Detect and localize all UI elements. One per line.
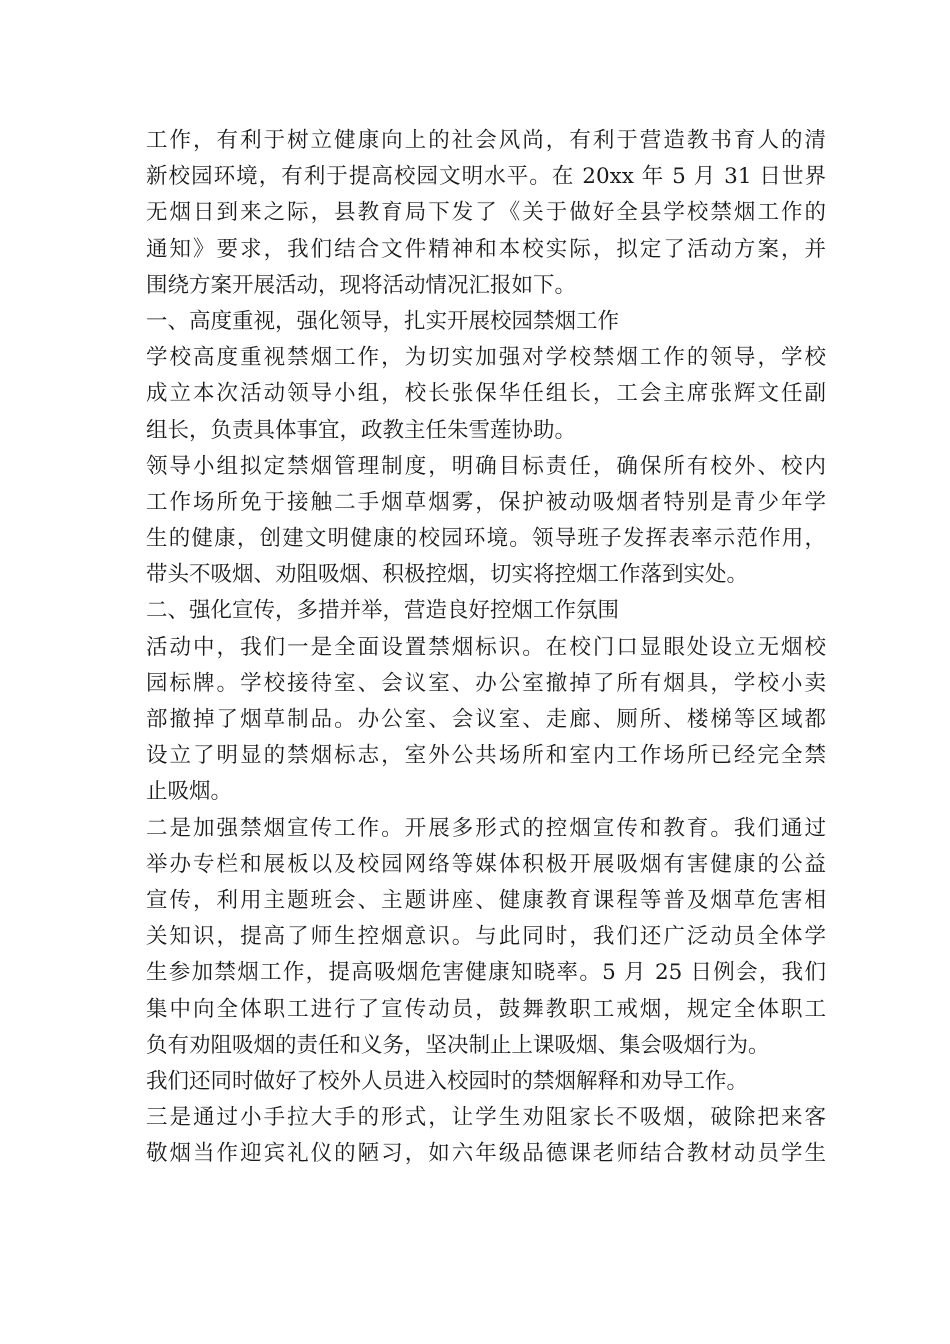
text-line: 设立了明显的禁烟标志，室外公共场所和室内工作场所已经完全禁 bbox=[146, 743, 826, 769]
text-line: 工作场所免于接触二手烟草烟雾，保护被动吸烟者特别是青少年学 bbox=[146, 489, 826, 515]
text-line: 工作，有利于树立健康向上的社会风尚，有利于营造教书育人的清 bbox=[146, 128, 826, 153]
document-body bbox=[146, 123, 826, 1172]
text-line: 敬烟当作迎宾礼仪的陋习，如六年级品德课老师结合教材动员学生 bbox=[146, 1141, 826, 1167]
text-line: 围绕方案开展活动，现将活动情况汇报如下。 bbox=[146, 272, 577, 298]
text-line: 组长，负责具体事宜，政教主任朱雪莲协助。 bbox=[146, 417, 577, 443]
text-line: 带头不吸烟、劝阻吸烟、积极控烟，切实将控烟工作落到实处。 bbox=[146, 562, 749, 588]
text-line: 成立本次活动领导小组，校长张保华任组长，工会主席张辉文任副 bbox=[146, 381, 826, 407]
section-heading: 二、强化宣传，多措并举，营造良好控烟工作氛围 bbox=[146, 598, 620, 624]
text-line: 生参加禁烟工作，提高吸烟危害健康知晓率。5 月 25 日例会，我们 bbox=[146, 960, 826, 986]
text-line: 通知》要求，我们结合文件精神和本校实际，拟定了活动方案，并 bbox=[146, 236, 826, 262]
text-line: 关知识，提高了师生控烟意识。与此同时，我们还广泛动员全体学 bbox=[146, 924, 826, 950]
text-line: 领导小组拟定禁烟管理制度，明确目标责任，确保所有校外、校内 bbox=[146, 453, 826, 479]
text-line: 举办专栏和展板以及校园网络等媒体积极开展吸烟有害健康的公益 bbox=[146, 851, 826, 877]
text-line: 集中向全体职工进行了宣传动员，鼓舞教职工戒烟，规定全体职工 bbox=[146, 996, 826, 1022]
text-line: 二是加强禁烟宣传工作。开展多形式的控烟宣传和教育。我们通过 bbox=[146, 815, 826, 841]
text-line: 活动中，我们一是全面设置禁烟标识。在校门口显眼处设立无烟校 bbox=[146, 634, 826, 660]
text-line: 宣传，利用主题班会、主题讲座、健康教育课程等普及烟草危害相 bbox=[146, 887, 826, 913]
text-line: 园标牌。学校接待室、会议室、办公室撤掉了所有烟具，学校小卖 bbox=[146, 670, 826, 696]
text-line: 止吸烟。 bbox=[146, 779, 233, 805]
text-line: 无烟日到来之际，县教育局下发了《关于做好全县学校禁烟工作的 bbox=[146, 200, 826, 226]
text-line: 三是通过小手拉大手的形式，让学生劝阻家长不吸烟，破除把来客 bbox=[146, 1105, 826, 1131]
text-line: 新校园环境，有利于提高校园文明水平。在 20xx 年 5 月 31 日世界 bbox=[146, 164, 826, 190]
text-line: 部撤掉了烟草制品。办公室、会议室、走廊、厕所、楼梯等区域都 bbox=[146, 707, 826, 732]
text-line: 负有劝阻吸烟的责任和义务，坚决制止上课吸烟、集会吸烟行为。 bbox=[146, 1032, 770, 1058]
section-heading: 一、高度重视，强化领导，扎实开展校园禁烟工作 bbox=[146, 308, 620, 334]
text-line: 生的健康，创建文明健康的校园环境。领导班子发挥表率示范作用， bbox=[146, 526, 826, 552]
text-line: 学校高度重视禁烟工作，为切实加强对学校禁烟工作的领导，学校 bbox=[146, 345, 826, 371]
text-line: 我们还同时做好了校外人员进入校园时的禁烟解释和劝导工作。 bbox=[146, 1068, 749, 1094]
